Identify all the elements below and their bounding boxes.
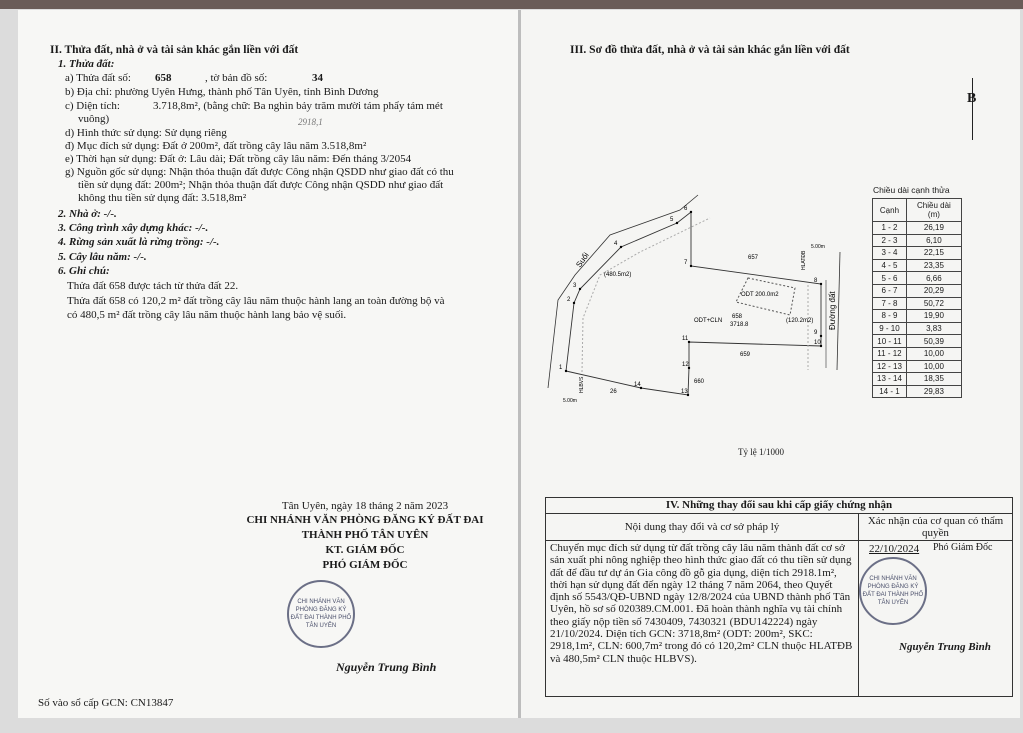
edge-length: 26,19	[906, 222, 961, 235]
edge-length: 6,10	[906, 234, 961, 247]
usage-term: e) Thời hạn sử dụng: Đất ở: Lâu dài; Đất trồng cây lâu năm: Đến tháng 3/2054	[65, 153, 412, 165]
boundary-point	[620, 246, 622, 248]
parcel-657: 657	[748, 255, 759, 261]
edge-id: 2 - 3	[873, 234, 907, 247]
parcel-no-label: a) Thửa đất số:	[65, 72, 131, 84]
edge-length: 29,83	[906, 385, 961, 398]
confirm-stamp-text: CHI NHÁNH VĂN PHÒNG ĐĂNG KÝ ĐẤT ĐAI THÀNH PHỐ TÂN UYÊN	[862, 576, 924, 606]
issuer-org: CHI NHÁNH VĂN PHÒNG ĐĂNG KÝ ĐẤT ĐAI	[246, 514, 484, 526]
usage-form: d) Hình thức sử dụng: Sử dụng riêng	[65, 127, 227, 139]
edge-id: 1 - 2	[873, 222, 907, 235]
usage-purpose: đ) Mục đích sử dụng: Đất ở 200m², đất trồng cây lâu năm 3.518,8m²	[65, 140, 367, 152]
point-label: 10	[814, 340, 821, 346]
edge-id: 12 - 13	[873, 360, 907, 373]
edge-length: 10,00	[906, 360, 961, 373]
stamp-text: CHI NHÁNH VĂN PHÒNG ĐĂNG KÝ ĐẤT ĐAI THÀNH PHỐ TÂN UYÊN	[290, 599, 352, 629]
parcel-use: ODT+CLN	[694, 318, 723, 324]
edge-id: 5 - 6	[873, 272, 907, 285]
parcel-no: 658	[155, 72, 172, 84]
edge-id: 6 - 7	[873, 284, 907, 297]
register-number: Số vào sổ cấp GCN: CN13847	[38, 697, 174, 709]
point-label: 6	[684, 206, 688, 212]
edge-length: 22,15	[906, 247, 961, 260]
boundary-point	[565, 370, 567, 372]
edge-id: 4 - 5	[873, 259, 907, 272]
road-edge	[837, 252, 840, 370]
point-label: 4	[614, 241, 618, 247]
notes-heading: 6. Ghi chú:	[58, 265, 110, 277]
edge-length: 18,35	[906, 373, 961, 386]
boundary-point	[820, 283, 822, 285]
map-scale: Tỷ lệ 1/1000	[738, 447, 784, 457]
point-label: 8	[814, 278, 818, 284]
area-value: 3.718,8m², (bằng chữ: Ba nghìn bảy trăm mười tám phẩy tám mét	[153, 100, 443, 112]
usage-origin-2: tiền sử dụng đất: 200m²; Nhận thỏa thuận đất được Công nhận QSDD như giao đất	[78, 179, 444, 191]
parcel-26: 26	[610, 389, 617, 395]
confirm-role: Phó Giám Đốc	[933, 542, 993, 553]
usage-origin: g) Nguồn gốc sử dụng: Nhận thỏa thuận đất được Công nhận QSDD như giao đất có thu	[65, 166, 454, 178]
hlatdb-label: HLATĐB	[801, 250, 807, 270]
issuer-title: PHÓ GIÁM ĐỐC	[322, 559, 408, 571]
parcel-number: 658	[732, 314, 743, 320]
edge-header: Cạnh	[873, 199, 907, 222]
issuer-city: THÀNH PHỐ TÂN UYÊN	[301, 529, 429, 541]
area-label: c) Diện tích:	[65, 100, 120, 112]
boundary-point	[579, 288, 581, 290]
length-header: Chiều dài (m)	[906, 199, 961, 222]
edge-length: 20,29	[906, 284, 961, 297]
road-label: Đường đất	[828, 291, 837, 330]
edge-id: 3 - 4	[873, 247, 907, 260]
road-corridor-area: (120.2m2)	[786, 318, 814, 324]
point-label: 1	[559, 365, 563, 371]
edge-id: 10 - 11	[873, 335, 907, 348]
house-item: 2. Nhà ở: -/-.	[58, 208, 117, 220]
parcel-area: 3718.8	[730, 322, 749, 328]
hlbvs-label: HLBVS	[579, 376, 585, 393]
point-label: 7	[684, 260, 688, 266]
edge-length: 6,66	[906, 272, 961, 285]
edge-length: 50,39	[906, 335, 961, 348]
road-width: 5.00m	[811, 244, 825, 250]
point-label: 11	[682, 336, 689, 342]
point-label: 13	[681, 389, 688, 395]
changes-title: IV. Những thay đổi sau khi cấp giấy chứng nhận	[546, 498, 1013, 514]
edge-id: 8 - 9	[873, 310, 907, 323]
map-sheet-label: , tờ bản đồ số:	[205, 72, 268, 84]
edge-length: 50,72	[906, 297, 961, 310]
north-label: B	[967, 91, 977, 106]
issuer-kt: KT. GIÁM ĐỐC	[325, 544, 405, 556]
edge-id: 9 - 10	[873, 322, 907, 335]
stream-width: 5.00m	[563, 398, 577, 404]
edge-length: 19,90	[906, 310, 961, 323]
usage-origin-3: không thu tiền sử dụng đất: 3.518,8m²	[78, 192, 247, 204]
point-label: 9	[814, 330, 818, 336]
sign-date: Tân Uyên, ngày 18 tháng 2 năm 2023	[281, 500, 449, 512]
edge-id: 13 - 14	[873, 373, 907, 386]
changes-table	[545, 497, 1013, 697]
note-line-1: Thửa đất 658 được tách từ thửa đất 22.	[67, 280, 239, 292]
point-label: 12	[682, 362, 689, 368]
address: b) Địa chỉ: phường Uyên Hưng, thành phố Tân Uyên, tỉnh Bình Dương	[65, 86, 379, 98]
edge-id: 14 - 1	[873, 385, 907, 398]
odt-label: ODT 200.0m2	[741, 292, 779, 298]
changes-content: Chuyển mục đích sử dụng từ đất trồng cây lâu năm thành đất cơ sở sản xuất phi nông nghiệp theo hình thức giao đất có thu tiền sử dụng đất để đầu tư dự án Gia công đồ gỗ gia dụng, diện tích 2918.1m², thời hạn sử dụng đất đến ngày 12 tháng 7 năm 2064, theo Quyết định số 5543/QĐ-UBND ngày 12/8/2024 của UBND thành phố Tân Uyên, hồ sơ số 020389.CM.001. Đã hoàn thành nghĩa vụ tài chính theo giấy nộp tiền số 7430409, 7430321 (BDU142224) ngày 21/10/2024. Diện tích GCN: 3718,8m² (ODT: 200m², SKC: 2918,1m², CLN: 600,7m² trong đó có 120,2m² CLN thuộc HLATĐB và 480,5m² CLN thuộc HLBVS).	[546, 541, 859, 697]
boundary-point	[690, 265, 692, 267]
edge-table-title: Chiều dài cạnh thửa	[873, 185, 950, 195]
boundary-point	[690, 211, 692, 213]
point-label: 5	[670, 217, 674, 223]
changes-col-confirm: Xác nhận của cơ quan có thẩm quyền	[859, 514, 1013, 541]
edge-length: 10,00	[906, 347, 961, 360]
handwritten-note: 2918,1	[298, 117, 323, 127]
boundary-point	[573, 302, 575, 304]
point-label: 14	[634, 382, 641, 388]
map-sheet-no: 34	[312, 72, 323, 84]
signer-name: Nguyễn Trung Bình	[336, 660, 437, 674]
edge-length: 23,35	[906, 259, 961, 272]
confirm-date: 22/10/2024	[869, 543, 920, 555]
point-label: 3	[573, 283, 577, 289]
stream-area: (480.5m2)	[604, 272, 632, 278]
section-ii-title: II. Thửa đất, nhà ở và tài sản khác gắn liền với đất	[50, 44, 299, 56]
parcel-660: 660	[694, 379, 705, 385]
confirm-stamp	[859, 557, 927, 625]
other-construction-item: 3. Công trình xây dựng khác: -/-.	[58, 222, 209, 234]
parcel-heading: 1. Thửa đất:	[58, 58, 115, 70]
edge-id: 11 - 12	[873, 347, 907, 360]
note-line-2: Thửa đất 658 có 120,2 m² đất trồng cây lâu năm thuộc hành lang an toàn đường bộ và	[67, 295, 445, 307]
parcel-659: 659	[740, 352, 751, 358]
parcel-boundary	[566, 212, 821, 395]
point-label: 2	[567, 297, 571, 303]
note-line-3: có 480,5 m² đất trồng cây lâu năm thuộc hành lang bảo vệ suối.	[67, 309, 347, 321]
edge-id: 7 - 8	[873, 297, 907, 310]
changes-col-content: Nội dung thay đổi và cơ sở pháp lý	[546, 514, 859, 541]
perennial-item: 5. Cây lâu năm: -/-.	[58, 251, 147, 263]
stream-label: Suối	[574, 250, 591, 270]
confirm-signer: Nguyễn Trung Bình	[899, 641, 991, 653]
edge-length: 3,83	[906, 322, 961, 335]
forest-item: 4. Rừng sản xuất là rừng trồng: -/-.	[58, 236, 220, 248]
boundary-point	[676, 222, 678, 224]
section-iii-title: III. Sơ đồ thửa đất, nhà ở và tài sản khác gắn liền với đất	[570, 44, 850, 56]
area-value-cont: vuông)	[78, 113, 110, 125]
boundary-point	[820, 335, 822, 337]
